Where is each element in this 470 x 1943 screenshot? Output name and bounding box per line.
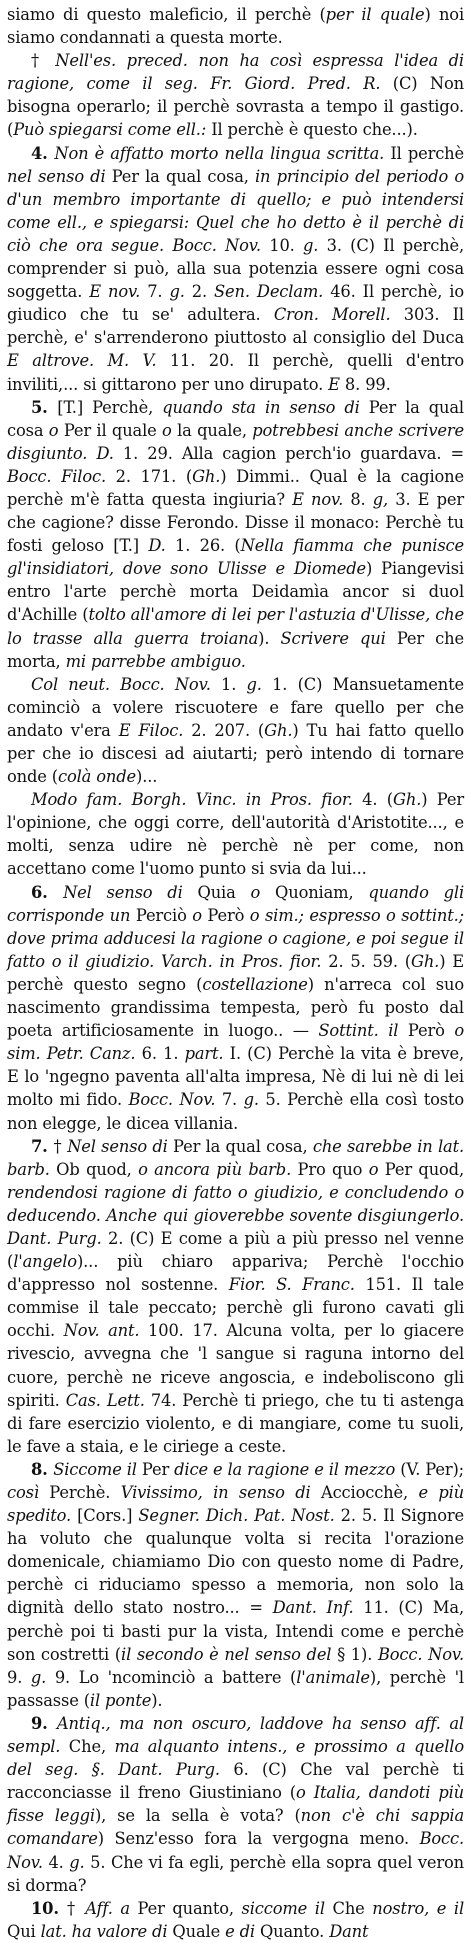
italic-text: E nov.: [292, 489, 344, 509]
entry-paragraph: [7, 396, 464, 673]
text-segment: Quia: [182, 882, 251, 902]
text-segment: ) Dimmi.. Qual è la cagione perchè m'è fatta questa ingiuria?: [7, 466, 464, 509]
italic-text: E altrove. M. V.: [7, 351, 157, 371]
text-segment: Acciocchè,: [310, 1483, 419, 1502]
text-segment: 8. 99.: [339, 374, 391, 394]
entry-paragraph: [7, 3, 464, 49]
text-segment: Il perchè: [384, 143, 464, 163]
text-segment: Che,: [60, 1737, 115, 1757]
text-segment: )... più chiaro appariva; Perchè l'occhio d'appresso nol sostenne.: [7, 1252, 464, 1295]
italic-text: non c'è chi sappia comandare: [7, 1806, 465, 1849]
italic-text: Non è affatto morto nella lingua scritta.: [54, 143, 385, 163]
italic-text: il ponte: [89, 1690, 152, 1710]
text-segment: 46. Il perchè, io giudico che tu se' adultera.: [7, 282, 464, 325]
entry-paragraph: [7, 1135, 464, 1458]
section-number: 6.: [31, 882, 64, 902]
italic-text: Bocc. Filoc.: [7, 466, 106, 486]
text-segment: ) noi siamo condannati a questa morte.: [7, 5, 465, 48]
section-number: 10.: [31, 1898, 67, 1918]
italic-text: l'angelo: [13, 1252, 77, 1272]
text-segment: 1. 26. (: [165, 536, 241, 556]
text-segment: 6. (C) Che val perchè ti racconciasse il freno Giustiniano (: [7, 1760, 464, 1803]
text-segment: Che: [324, 1898, 373, 1918]
italic-text: e più spedito.: [7, 1483, 465, 1526]
text-segment: Perciò: [130, 905, 193, 925]
text-segment: (V. Per);: [395, 1459, 464, 1479]
italic-text: g,: [372, 489, 389, 509]
text-segment: ) E perchè questo segno (: [7, 951, 465, 994]
italic-text: o Italia, dandoti più fisse leggi: [7, 1783, 464, 1826]
italic-text: o ancora più barb.: [138, 1159, 292, 1179]
text-segment: ) n'arreca col suo nascimento grandissima tempesta, però fu posto dal poeta artificiosamente in luogo.. —: [7, 974, 464, 1041]
text-segment: 7.: [215, 1090, 244, 1110]
text-segment: siamo di questo maleficio, il perchè (: [7, 5, 326, 24]
italic-text: g.: [69, 1852, 85, 1872]
italic-text: nel senso di: [7, 166, 106, 186]
entry-paragraph: [7, 1458, 464, 1712]
text-segment: 2. 207. (: [183, 720, 265, 740]
italic-text: E: [328, 374, 340, 394]
italic-text: Può spiegarsi come ell.:: [13, 120, 207, 140]
italic-text: e di: [225, 1921, 255, 1941]
section-number: 7.: [31, 1136, 54, 1156]
italic-text: Antiq., ma non oscuro, laddove ha senso aff. al sempl.: [7, 1713, 464, 1757]
italic-text: g.: [246, 674, 262, 694]
italic-text: l'animale: [296, 1667, 370, 1687]
italic-text: E Filoc.: [118, 720, 184, 740]
italic-text: o: [162, 420, 172, 440]
italic-text: in principio del periodo o d'un membro importante di quello; e può intendersi come ell., e spiegarsi: Quel che ho detto è il perchè di ciò che ora segue. Bocc. Nov.: [7, 166, 464, 255]
italic-text: siccome il: [241, 1898, 325, 1918]
italic-text: Vivissimo, in senso di: [120, 1483, 311, 1502]
italic-text: Nov. ant.: [63, 1321, 140, 1341]
text-segment: (C) Non bisogna operarlo; il perchè sovrasta a tempo il gastigo. (: [7, 74, 464, 140]
italic-text: che sarebbe in lat. barb.: [7, 1136, 465, 1179]
text-segment: la quale,: [171, 420, 253, 440]
section-number: 4.: [31, 143, 55, 163]
text-segment: 151. Il tale commise il tale peccato; perchè gli furono cavati gli occhi.: [7, 1275, 465, 1341]
section-number: 8.: [31, 1459, 54, 1479]
italic-text: quando gli corrisponde un: [7, 882, 465, 925]
text-segment: Qui: [7, 1921, 41, 1941]
italic-text: Gh.: [264, 720, 293, 740]
text-segment: Per la qual cosa,: [105, 166, 255, 186]
text-segment: Per quanto,: [129, 1898, 242, 1918]
text-segment: Però: [201, 905, 250, 925]
italic-text: Sottint. il: [318, 1021, 399, 1041]
text-segment: Pro quo: [291, 1159, 369, 1179]
text-segment: I. (C) Perchè la vita è breve, E lo 'ngegno paventa all'alta impresa, Nè di lui nè di lei molto mi fido.: [7, 1044, 464, 1110]
text-segment: 2.: [184, 282, 215, 302]
italic-text: Gh.: [410, 951, 440, 971]
text-segment: Però: [398, 1021, 455, 1041]
italic-text: Fior. S. Franc.: [228, 1275, 355, 1295]
text-segment: 6. 1.: [135, 1044, 185, 1064]
entry-paragraph: [7, 1897, 464, 1943]
text-segment: 11. (C) Ma, perchè poi ti basti pur la vista, Intendi come e perchè son costretti (: [7, 1598, 464, 1664]
text-segment: 74. Perchè ti priego, che tu ti astenga di fare esercizio violento, e di mangiare, come tu suoli, le fave a staia, e le ciriege a ceste.: [7, 1390, 465, 1456]
text-segment: †: [31, 51, 56, 71]
italic-text: così: [7, 1483, 39, 1502]
italic-text: Bocc. Nov.: [128, 1090, 216, 1110]
text-segment: Per che morta,: [7, 628, 464, 671]
italic-text: Cron. Morell.: [273, 305, 391, 325]
italic-text: il secondo è nel senso del: [121, 1644, 332, 1664]
text-segment: 3. (C) Il perchè, comprender si può, alla sua potenzia essere ogni cosa soggetta.: [7, 235, 465, 302]
text-segment: Quoniam,: [260, 882, 369, 902]
italic-text: g.: [30, 1667, 47, 1687]
text-segment: †: [67, 1898, 86, 1918]
text-segment: ) Per l'opinione, che oggi corre, dell'autorità d'Aristotite..., e molti, senza udire nè perchè nè per come, non accettano come l'uomo punto si svia da lui...: [7, 790, 464, 879]
text-segment: 2. 171. (: [106, 466, 193, 486]
italic-text: Scrivere qui: [280, 628, 386, 648]
text-segment: )...: [136, 767, 158, 787]
text-segment: Per: [136, 1459, 175, 1479]
text-segment: 1.: [210, 674, 247, 694]
text-segment: ) Tu hai fatto quello per che io discesi ad aiutarti; però intendo di tornare onde (: [7, 720, 465, 787]
text-segment: Ob quod,: [49, 1159, 139, 1179]
text-segment: Per quod,: [378, 1159, 464, 1179]
italic-text: Aff. a: [85, 1898, 130, 1918]
italic-text: Col neut. Bocc. Nov.: [31, 674, 211, 694]
italic-text: Nell'es. preced. non ha così espressa l'idea di ragione, come il seg. Fr. Giord. Pred. R.: [7, 51, 464, 94]
text-segment: 4.: [42, 1852, 70, 1872]
text-segment: Il perchè è questo che...).: [206, 120, 418, 140]
italic-text: E nov.: [89, 282, 141, 302]
text-segment: § 1).: [331, 1644, 378, 1664]
italic-text: Bocc. Nov.: [7, 1829, 464, 1872]
text-segment: 9. Lo 'ncominciò a battere (: [46, 1667, 297, 1687]
italic-text: Cas. Lett.: [65, 1390, 145, 1410]
section-number: 9.: [31, 1713, 57, 1733]
italic-text: o: [250, 882, 261, 902]
text-segment: [T.] Perchè,: [57, 397, 163, 417]
text-segment: 10.: [260, 235, 303, 255]
text-segment: 2. 5. 59. (: [321, 951, 411, 971]
text-segment: [Cors.]: [71, 1506, 139, 1526]
text-segment: 3. E per che cagione? disse Ferondo. Disse il monaco: Perchè tu fosti geloso [T.]: [7, 489, 464, 556]
italic-text: D.: [148, 536, 166, 556]
italic-text: Gh.: [393, 790, 422, 810]
text-segment: 1. 29. Alla cagion perch'io guardava. =: [113, 443, 464, 463]
text-segment: ).: [151, 1690, 163, 1710]
italic-text: g.: [169, 282, 185, 302]
entry-paragraph: [7, 142, 464, 396]
italic-text: ma alquanto intens., e prossimo a quello del seg. §. Dant. Purg.: [7, 1737, 464, 1780]
text-segment: 2. (C) E come a più a più presso nel venne (: [7, 1228, 464, 1272]
text-segment: 100. 17. Alcuna volta, per lo giacere rivescio, avvegna che 'l sangue si ragunа intorno del cuore, perchè ne riceve angoscia, e indeboliscono gli spiriti.: [7, 1321, 464, 1410]
italic-text: Siccome il: [53, 1459, 137, 1479]
text-segment: 2. 5. Il Signore ha voluto che qualunque volta si recita l'orazione domenicale, chiamiamo Dio con questo nome di Padre, perchè ci riduciamo spesso a memoria, non solo la dignità dello stato nostro... =: [7, 1506, 464, 1618]
italic-text: o sim. Petr. Canz.: [7, 1021, 464, 1064]
italic-text: Modo fam. Borgh. Vinc. in Pros. fior.: [31, 790, 353, 810]
italic-text: per il quale: [325, 5, 425, 24]
text-segment: 8.: [343, 489, 373, 509]
text-segment: Perchè.: [38, 1483, 121, 1502]
italic-text: Dant. Inf.: [272, 1598, 354, 1618]
italic-text: mi parrebbe ambiguo.: [65, 651, 246, 671]
text-segment: †: [53, 1136, 68, 1156]
text-segment: 5. Perchè ella così tosto non elegge, le dicea villania.: [7, 1090, 464, 1133]
italic-text: colà onde: [57, 767, 136, 787]
text-segment: 1. (C) Mansuetamente cominciò a volere riscuotere e fare quello per che andato v'era: [7, 674, 464, 740]
italic-text: Nel senso di: [63, 882, 183, 902]
text-segment: ).: [258, 628, 281, 648]
text-segment: ) Piangevisi entro l'arte perchè morta Deidamìa ancor si duol d'Achille (: [7, 559, 464, 625]
text-segment: ) Senz'esso fora la vergogna meno.: [97, 1829, 420, 1849]
italic-text: costellazione: [202, 974, 308, 994]
text-segment: Quanto.: [254, 1921, 330, 1941]
italic-text: g.: [303, 235, 319, 255]
text-segment: 303. Il perchè, e' s'arrenderono piuttosto al consiglio del Duca: [7, 305, 464, 348]
text-segment: 5. Che vi fa egli, perchè ella sopra quel veron si dorma?: [7, 1852, 464, 1895]
italic-text: part.: [184, 1044, 224, 1064]
entry-paragraph: [7, 1712, 464, 1897]
italic-text: Nel senso di: [67, 1136, 168, 1156]
italic-text: potrebbesi anche scrivere disgiunto. D.: [7, 420, 464, 463]
italic-text: o sim.; espresso o sottint.; dove prima adducesi la ragione o cagione, e poi segue il fatto o il giudizio. Varch. in Pros. fior.: [7, 905, 464, 971]
italic-text: Sen. Declam.: [214, 282, 324, 302]
text-segment: Per la qual cosa: [7, 397, 464, 440]
text-segment: Quale: [167, 1921, 226, 1941]
text-segment: 11. 20. Il perchè, quelli d'entro inviliti,... si gittarono per uno dirupato.: [7, 351, 464, 394]
section-number: 5.: [31, 397, 58, 417]
italic-text: rendendosi ragione di fatto o giudizio, e concludendo o deducendo. Anche qui gioverebbe sovente disgiungerlo. Dant. Purg.: [7, 1182, 464, 1248]
italic-text: Dant: [329, 1921, 369, 1941]
text-segment: Per la qual cosa,: [167, 1136, 313, 1156]
italic-text: lat. ha valore di: [40, 1921, 168, 1941]
entry-paragraph: [7, 673, 464, 788]
italic-text: quando sta in senso di: [162, 397, 360, 417]
text-segment: 7.: [140, 282, 170, 302]
italic-text: o: [48, 420, 59, 440]
text-segment: ), perchè 'l passasse (: [7, 1667, 464, 1710]
italic-text: Bocc. Nov.: [377, 1644, 464, 1664]
text-segment: 9.: [7, 1667, 31, 1687]
text-segment: ), se la sella è vota? (: [94, 1806, 301, 1826]
italic-text: g.: [243, 1090, 259, 1110]
italic-text: o: [192, 905, 202, 925]
entry-paragraph: [7, 881, 464, 1135]
italic-text: Nella fiamma che punisce gl'insidiatori, dove sono Ulisse e Diomede: [7, 536, 464, 579]
italic-text: Segner. Dich. Pat. Nost.: [138, 1506, 335, 1526]
italic-text: o: [368, 1159, 379, 1179]
italic-text: tolto all'amore di lei per l'astuzia d'Ulisse, che lo trasse alla guerra troiana: [7, 605, 464, 648]
text-segment: 4. (: [352, 790, 393, 810]
italic-text: nostro, e il: [372, 1898, 464, 1918]
italic-text: Gh.: [192, 466, 221, 486]
entry-paragraph: [7, 788, 464, 880]
italic-text: dice e la ragione e il mezzo: [174, 1459, 396, 1479]
entry-paragraph: [7, 49, 464, 141]
text-segment: Per il quale: [58, 420, 163, 440]
